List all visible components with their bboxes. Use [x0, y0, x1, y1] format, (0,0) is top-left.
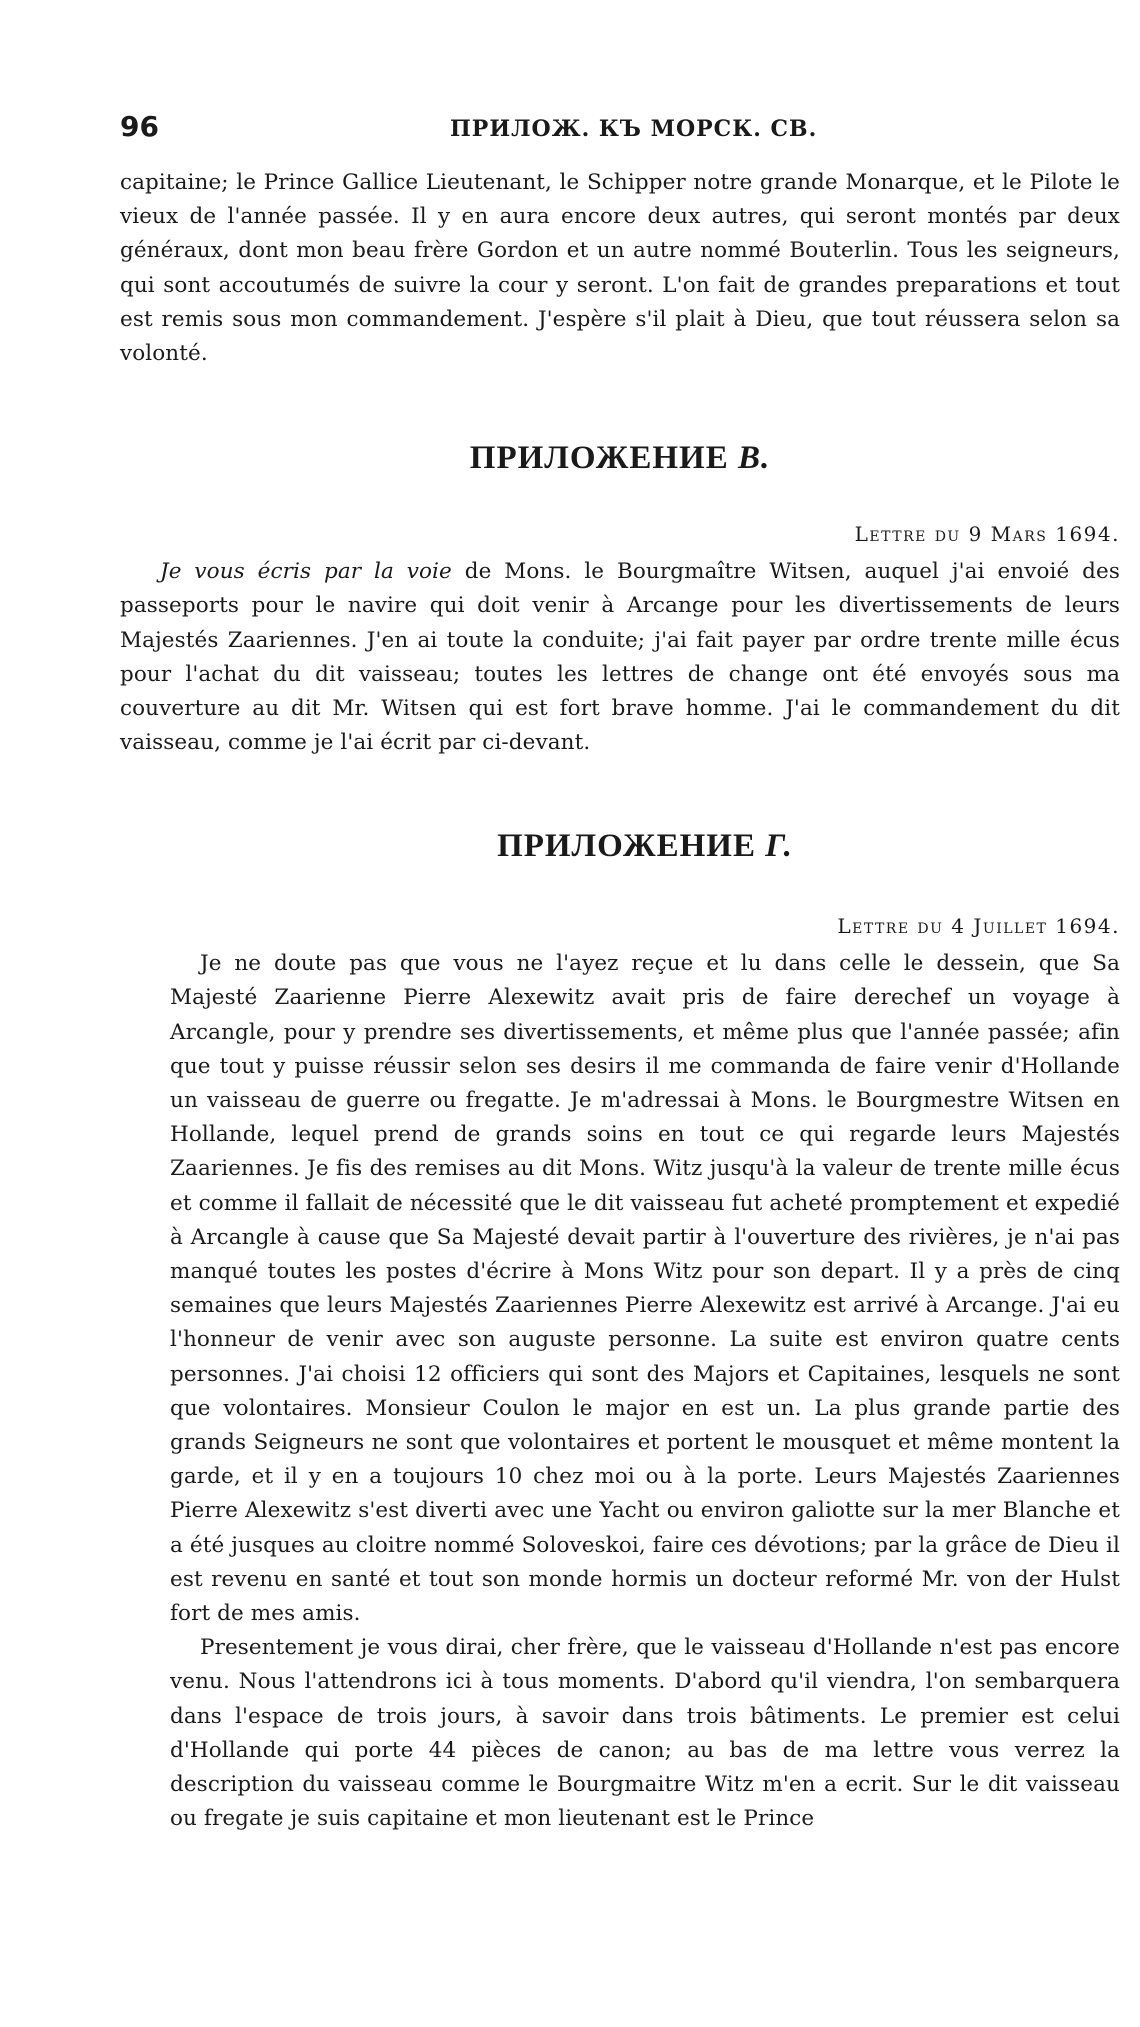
- appendix-g-paragraph-2: Presentement je vous dirai, cher frère, que le vaisseau d'Hollande n'est pas encore venu. Nous l'attendrons ici à tous moments. D'abord qu'il viendra, l'on sembarquera dans l'espace de trois jours, à savoir dans trois bâtiments. Le premier est celui d'Hollande qui porte 44 pièces de canon; au bas de ma lettre vous verrez la description du vaisseau comme le Bourgmaitre Witz m'en a ecrit. Sur le dit vaisseau ou fregate je suis capitaine et mon lieutenant est le Prince: [170, 1635, 1120, 1832]
- running-header: [120, 110, 1120, 160]
- document-page: [120, 110, 1120, 1832]
- appendix-b-opening: Je vous écris par la voie: [160, 559, 452, 585]
- appendix-b-body: de Mons. le Bourgmaître Witsen, auquel j'ai envoié des passeports pour le navire qui doit venir à Arcange pour les divertissements de leurs Majestés Zaariennes. J'en ai toute la conduite; j'ai fait payer par ordre trente mille écus pour l'achat du dit vaisseau; toutes les lettres de change ont été envoyés sous ma couverture au dit Mr. Witsen qui est fort brave homme. J'ai le commandement du dit vaisseau, comme je l'ai écrit par ci-devant.: [120, 559, 1120, 756]
- appendix-g-heading-word: ПРИЛОЖЕНИЕ: [497, 828, 756, 864]
- appendix-g-heading-letter: Г.: [765, 828, 793, 864]
- page-number: 96: [120, 110, 159, 143]
- appendix-b-section: [120, 440, 1120, 760]
- appendix-g-paragraph-1: Je ne doute pas que vous ne l'ayez reçue et lu dans celle le dessein, que Sa Majesté Zaarienne Pierre Alexewitz avait pris de faire derechef un voyage à Arcangle, pour y prendre ses divertissements, et même plus que l'année passée; afin que tout y puisse réussir selon ses desirs il me commanda de faire venir d'Hollande un vaisseau de guerre ou fregatte. Je m'adressai à Mons. le Bourgmestre Witsen en Hollande, lequel prend de grands soins en tout ce qui regarde leurs Majestés Zaariennes. Je fis des remises au dit Mons. Witz jusqu'à la valeur de trente mille écus et comme il fallait de nécessité que le dit vaisseau fut acheté promptement et expedié à Arcangle à cause que Sa Majesté devait partir à l'ouverture des rivières, je n'ai pas manqué toutes les postes d'écrire à Mons Witz pour son depart. Il y a près de cinq semaines que leurs Majestés Zaariennes Pierre Alexewitz est arrivé à Arcange. J'ai eu l'honneur de venir avec son auguste personne. La suite est environ quatre cents personnes. J'ai choisi 12 officiers qui sont des Majors et Capitaines, lesquels ne sont que volontaires. Monsieur Coulon le major en est un. La plus grande partie des grands Seigneurs ne sont que volontaires et portent le mousquet et même montent la garde, et il y en a toujours 10 chez moi ou à la porte. Leurs Majestés Zaariennes Pierre Alexewitz s'est diverti avec une Yacht ou environ galiotte sur la mer Blanche et a été jusques au cloitre nommé Soloveskoi, faire ces dévotions; par la grâce de Dieu il est revenu en santé et tout son monde hormis un docteur reformé Mr. von der Hulst fort de mes amis.: [170, 951, 1120, 1627]
- appendix-g-heading: [170, 828, 1120, 865]
- appendix-g-dateline: Lettre du 4 Juillet 1694.: [837, 914, 1120, 938]
- appendix-b-letter-text: [120, 555, 1120, 760]
- appendix-b-heading-word: ПРИЛОЖЕНИЕ: [469, 440, 729, 476]
- appendix-b-heading: [120, 440, 1120, 477]
- continuation-paragraph: capitaine; le Prince Gallice Lieutenant, le Schipper notre grande Monarque, et le Pilote le vieux de l'année passée. Il y en aura encore deux autres, qui seront montés par deux généraux, dont mon beau frère Gordon et un autre nommé Bouterlin. Tous les seigneurs, qui sont accoutumés de suivre la cour y seront. L'on fait de grandes preparations et tout est remis sous mon commandement. J'espère s'il plait à Dieu, que tout réussera selon sa volonté.: [120, 170, 1120, 367]
- appendix-b-heading-letter: В.: [737, 440, 771, 476]
- appendix-b-dateline: Lettre du 9 Mars 1694.: [854, 522, 1120, 546]
- running-title: ПРИЛОЖ. КЪ МОРСК. СВ.: [450, 116, 818, 142]
- appendix-g-section: [170, 828, 1120, 1836]
